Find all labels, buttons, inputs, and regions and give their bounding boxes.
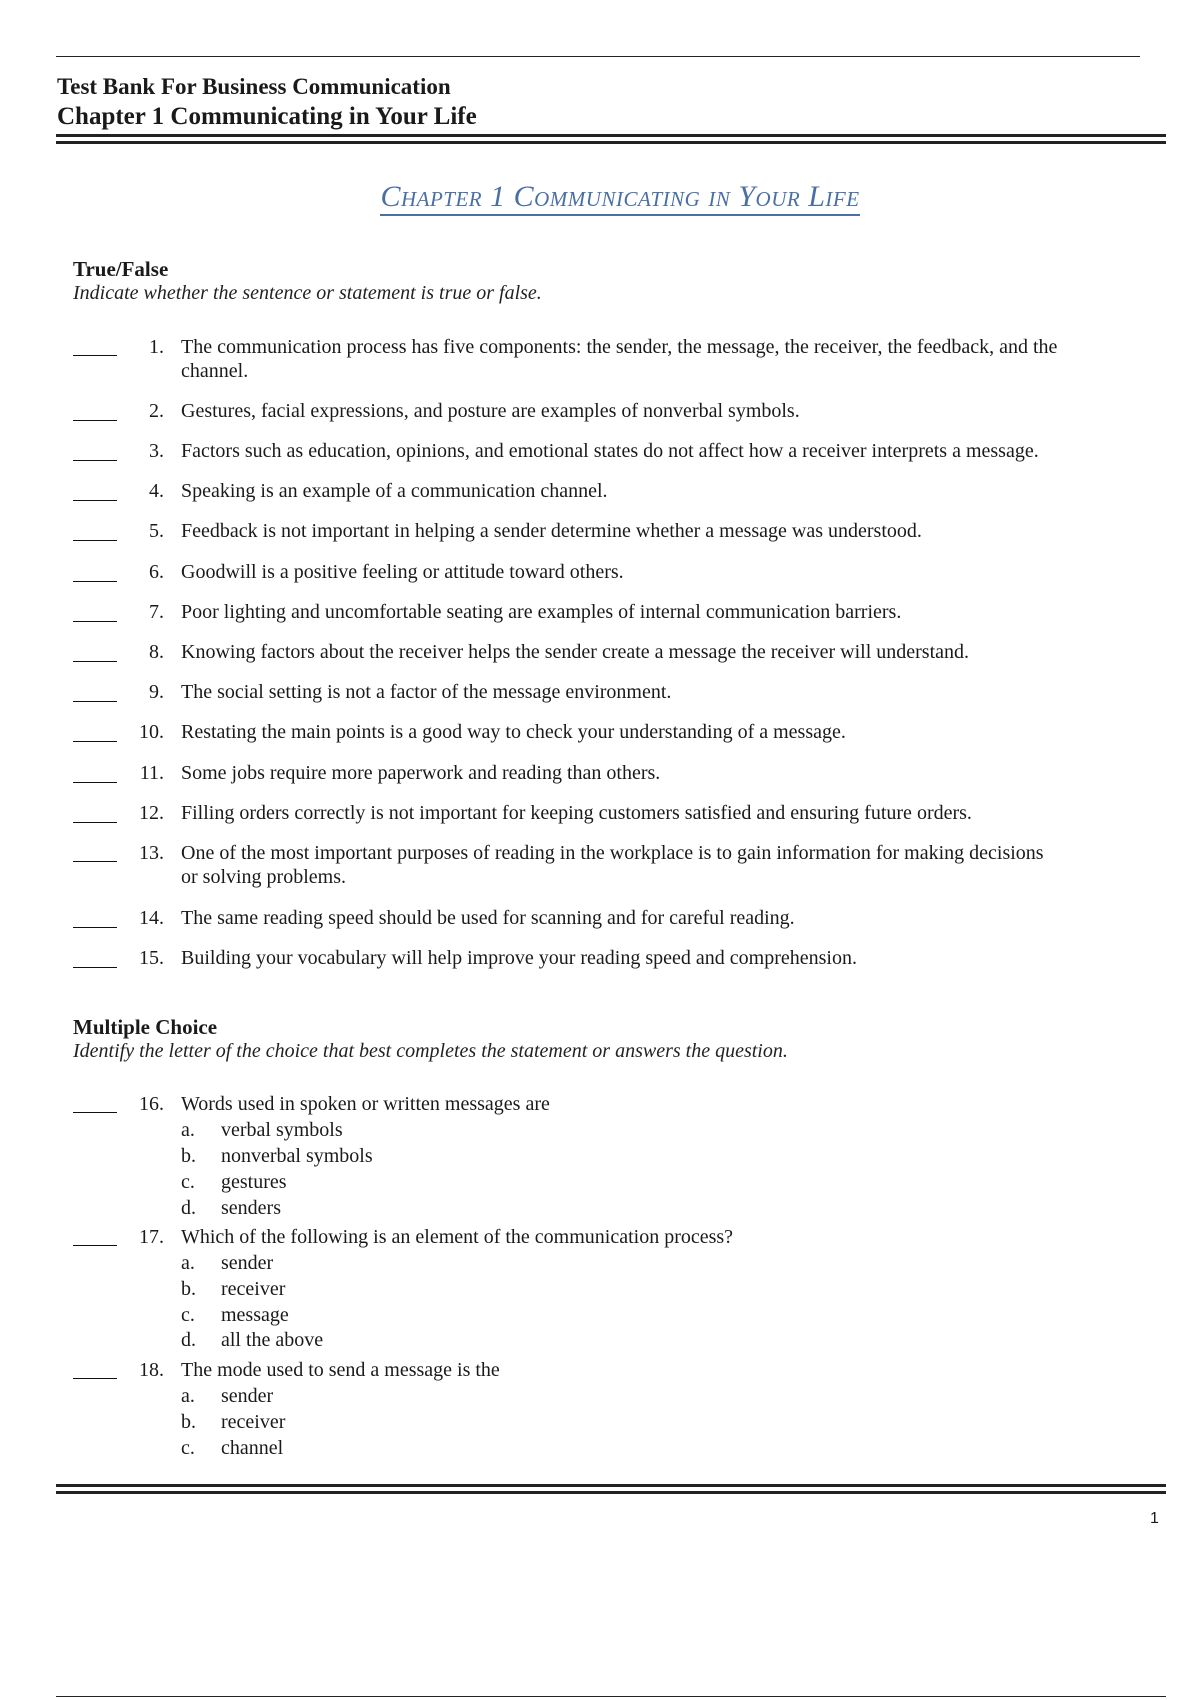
option-letter: d. [181,1329,196,1351]
question-text-continued: or solving problems. [181,866,346,888]
option-text: receiver [221,1411,286,1433]
question-text-continued: channel. [181,360,249,382]
question-number: 2. [149,400,164,422]
option-text: gestures [221,1171,287,1193]
question-text: Words used in spoken or written messages are [181,1093,550,1115]
question-number: 18. [139,1359,164,1381]
multiple-choice-heading: Multiple Choice [73,1015,218,1039]
top-rule [56,56,1140,57]
page-number: 1 [1150,1510,1159,1527]
chapter-title-text: Chapter 1 Communicating in Your Life [380,180,859,216]
question-number: 1. [149,336,164,358]
answer-blank[interactable] [73,621,117,622]
option-text: all the above [221,1329,324,1351]
answer-blank[interactable] [73,1112,117,1113]
document-header [57,72,477,132]
option-text: message [221,1304,289,1326]
question-number: 12. [139,802,164,824]
option-letter: a. [181,1119,195,1141]
question-text: The mode used to send a message is the [181,1359,500,1381]
answer-blank[interactable] [73,1378,117,1379]
question-text: Filling orders correctly is not important for keeping customers satisfied and ensuring future orders. [181,802,972,824]
question-number: 17. [139,1226,164,1248]
question-number: 15. [139,947,164,969]
header-book-title: Test Bank For Business Communication [57,74,451,99]
question-number: 4. [149,480,164,502]
option-letter: c. [181,1437,195,1459]
answer-blank[interactable] [73,861,117,862]
question-text: Speaking is an example of a communication channel. [181,480,608,502]
answer-blank[interactable] [73,741,117,742]
option-letter: b. [181,1411,196,1433]
answer-blank[interactable] [73,355,117,356]
option-letter: b. [181,1145,196,1167]
answer-blank[interactable] [73,927,117,928]
header-double-rule [56,134,1166,144]
true-false-heading: True/False [73,257,169,281]
answer-blank[interactable] [73,460,117,461]
answer-blank[interactable] [73,822,117,823]
answer-blank[interactable] [73,540,117,541]
question-text: Gestures, facial expressions, and posture are examples of nonverbal symbols. [181,400,800,422]
option-letter: c. [181,1304,195,1326]
answer-blank[interactable] [73,1245,117,1246]
option-letter: b. [181,1278,196,1300]
question-number: 9. [149,681,164,703]
question-text: Goodwill is a positive feeling or attitude toward others. [181,561,624,583]
option-letter: a. [181,1252,195,1274]
answer-blank[interactable] [73,581,117,582]
question-number: 8. [149,641,164,663]
question-text: Knowing factors about the receiver helps the sender create a message the receiver will understand. [181,641,969,663]
option-text: senders [221,1197,281,1219]
question-text: The same reading speed should be used for scanning and for careful reading. [181,907,795,929]
question-text: Some jobs require more paperwork and reading than others. [181,762,661,784]
question-number: 13. [139,842,164,864]
question-text: Factors such as education, opinions, and emotional states do not affect how a receiver interprets a message. [181,440,1039,462]
answer-blank[interactable] [73,420,117,421]
answer-blank[interactable] [73,661,117,662]
question-text: Feedback is not important in helping a sender determine whether a message was understood. [181,520,922,542]
question-text: Restating the main points is a good way to check your understanding of a message. [181,721,846,743]
question-number: 14. [139,907,164,929]
question-number: 5. [149,520,164,542]
option-letter: d. [181,1197,196,1219]
answer-blank[interactable] [73,782,117,783]
question-number: 11. [139,762,164,784]
option-text: receiver [221,1278,286,1300]
question-number: 6. [149,561,164,583]
question-text: One of the most important purposes of reading in the workplace is to gain information for making decisions [181,842,1044,864]
answer-blank[interactable] [73,701,117,702]
question-number: 16. [139,1093,164,1115]
question-number: 7. [149,601,164,623]
option-text: sender [221,1252,274,1274]
answer-blank[interactable] [73,500,117,501]
option-text: channel [221,1437,284,1459]
multiple-choice-instructions: Identify the letter of the choice that best completes the statement or answers the question. [73,1040,788,1062]
question-text: The communication process has five components: the sender, the message, the receiver, the feedback, and the [181,336,1058,358]
footer-double-rule [56,1484,1166,1494]
true-false-instructions: Indicate whether the sentence or statement is true or false. [73,282,542,304]
question-number: 10. [139,721,164,743]
answer-blank[interactable] [73,967,117,968]
option-text: nonverbal symbols [221,1145,373,1167]
option-letter: a. [181,1385,195,1407]
header-chapter-title: Chapter 1 Communicating in Your Life [57,103,477,130]
question-text: Poor lighting and uncomfortable seating are examples of internal communication barriers. [181,601,902,623]
bottom-rule [56,1696,1166,1697]
chapter-title [0,180,1200,214]
question-number: 3. [149,440,164,462]
option-text: sender [221,1385,274,1407]
option-letter: c. [181,1171,195,1193]
question-text: Building your vocabulary will help improve your reading speed and comprehension. [181,947,857,969]
question-text: The social setting is not a factor of the message environment. [181,681,672,703]
option-text: verbal symbols [221,1119,343,1141]
question-text: Which of the following is an element of the communication process? [181,1226,734,1248]
